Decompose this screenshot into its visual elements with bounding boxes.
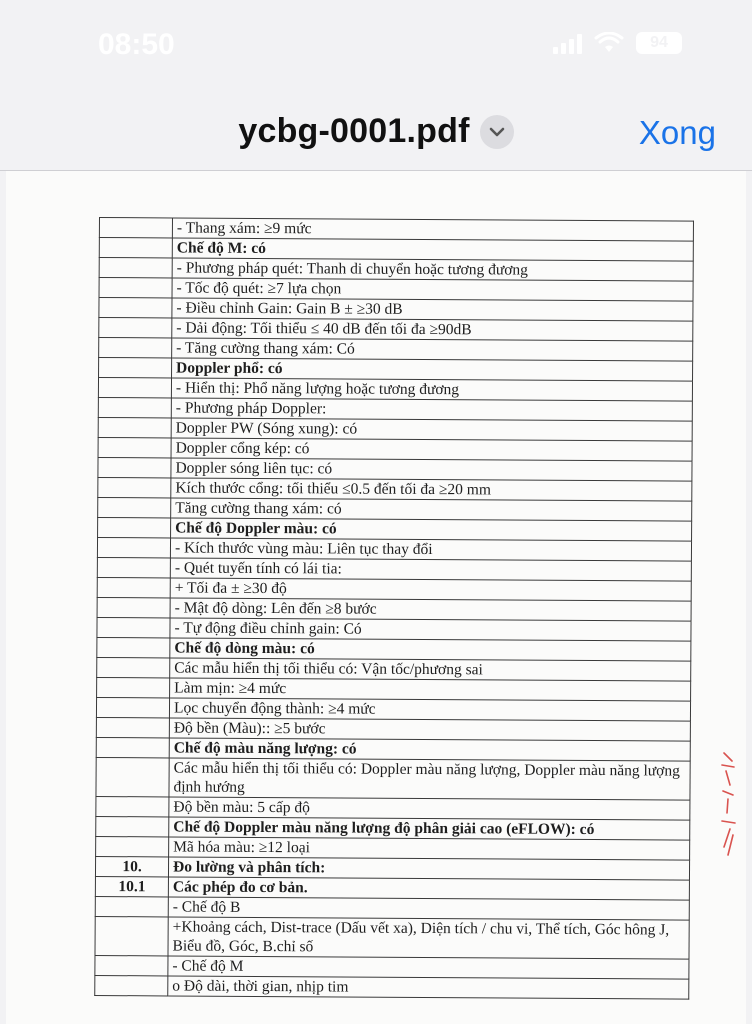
row-text: - Quét tuyến tính có lái tia: — [170, 558, 691, 581]
table-row — [96, 757, 690, 800]
status-bar — [0, 0, 752, 100]
row-number — [99, 238, 172, 258]
row-number — [97, 637, 170, 657]
row-text: Làm mịn: ≥4 mức — [170, 678, 691, 701]
row-number — [98, 378, 171, 398]
row-text: Doppler sóng liên tục: có — [171, 458, 692, 481]
table-row — [95, 975, 689, 999]
row-number — [99, 298, 172, 318]
row-text: - Phương pháp Doppler: — [171, 398, 692, 421]
row-text: - Chế độ M — [168, 956, 689, 979]
row-number — [97, 557, 170, 577]
row-text: Chế độ dòng màu: có — [170, 638, 691, 661]
row-number: 10.1 — [95, 876, 168, 896]
nav-bar — [0, 100, 752, 170]
row-text: Doppler cổng kép: có — [171, 438, 692, 461]
row-text: - Dải động: Tối thiểu ≤ 40 dB đến tối đa ≥90dB — [172, 318, 693, 341]
row-text: +Khoảng cách, Dist-trace (Dấu vết xa), Diện tích / chu vi, Thể tích, Góc hông J, Biểu đồ, Góc, B.chỉ số — [168, 917, 689, 959]
row-text: - Tăng cường thang xám: Có — [172, 338, 693, 361]
row-text: - Hiển thị: Phổ năng lượng hoặc tương đương — [171, 378, 692, 401]
row-number — [99, 358, 172, 378]
row-number — [98, 517, 171, 537]
row-number — [99, 318, 172, 338]
row-text: - Chế độ B — [168, 897, 689, 920]
row-number — [99, 258, 172, 278]
row-number — [95, 975, 168, 995]
status-time: 08:50 — [98, 28, 175, 61]
row-number — [95, 955, 168, 975]
row-text: Độ bền màu: 5 cấp độ — [169, 797, 690, 820]
row-number — [96, 737, 169, 757]
row-number — [96, 757, 169, 796]
row-number — [97, 577, 170, 597]
row-number — [95, 916, 168, 955]
row-text: - Kích thước vùng màu: Liên tục thay đổi — [170, 538, 691, 561]
row-text: o Độ dài, thời gian, nhịp tim — [168, 976, 689, 999]
row-number — [98, 397, 171, 417]
row-number — [96, 697, 169, 717]
row-text: Chế độ Doppler màu: có — [171, 518, 692, 541]
row-text: Doppler phổ: có — [172, 358, 693, 381]
row-text: Doppler PW (Sóng xung): có — [171, 418, 692, 441]
red-stamp-mark — [718, 751, 740, 861]
row-number — [97, 597, 170, 617]
row-text: - Điều chỉnh Gain: Gain B ± ≥30 dB — [172, 298, 693, 321]
row-text: Kích thước cổng: tối thiểu ≤0.5 đến tối đa ≥20 mm — [171, 478, 692, 501]
row-number — [96, 717, 169, 737]
cellular-signal-icon — [553, 32, 582, 54]
chevron-down-icon[interactable] — [480, 115, 514, 149]
row-text: Chế độ Doppler màu năng lượng độ phân giải cao (eFLOW): có — [169, 817, 690, 840]
row-text: Mã hóa màu: ≥12 loại — [169, 837, 690, 860]
row-text: - Tốc độ quét: ≥7 lựa chọn — [172, 278, 693, 301]
row-text: - Phương pháp quét: Thanh di chuyển hoặc tương đương — [172, 258, 693, 281]
row-number — [95, 896, 168, 916]
row-number — [98, 437, 171, 457]
row-text: Các mẫu hiển thị tối thiểu có: Vận tốc/phương sai — [170, 658, 691, 681]
row-text: + Tối đa ± ≥30 độ — [170, 578, 691, 601]
spec-table-body — [95, 218, 694, 1000]
pdf-page[interactable] — [6, 171, 746, 1024]
row-text: - Mật độ dòng: Lên đến ≥8 bước — [170, 598, 691, 621]
row-text: - Tự động điều chỉnh gain: Có — [170, 618, 691, 641]
row-text: Lọc chuyển động thành: ≥4 mức — [169, 698, 690, 721]
row-text: Tăng cường thang xám: có — [171, 498, 692, 521]
row-number — [97, 677, 170, 697]
row-number — [97, 657, 170, 677]
row-number — [99, 218, 172, 238]
row-number — [96, 816, 169, 836]
row-text: Chế độ màu năng lượng: có — [169, 738, 690, 761]
row-number — [97, 617, 170, 637]
row-number — [99, 338, 172, 358]
battery-icon: 94 — [636, 32, 682, 54]
row-number — [99, 278, 172, 298]
row-number — [96, 836, 169, 856]
row-number — [96, 796, 169, 816]
row-number — [98, 457, 171, 477]
spec-table — [94, 217, 694, 1000]
row-text: Chế độ M: có — [172, 238, 693, 261]
row-number — [97, 537, 170, 557]
row-number: 10. — [95, 856, 168, 876]
row-text: Các mẫu hiển thị tối thiểu có: Doppler màu năng lượng, Doppler màu năng lượng định hướng — [169, 758, 690, 800]
row-number — [98, 497, 171, 517]
wifi-icon — [594, 32, 624, 54]
done-button[interactable]: Xong — [638, 114, 716, 151]
status-icons — [553, 32, 682, 54]
row-number — [98, 477, 171, 497]
table-row — [95, 916, 689, 959]
document-title[interactable]: ycbg-0001.pdf — [238, 112, 470, 150]
row-text: Đo lường và phân tích: — [168, 857, 689, 880]
row-text: - Thang xám: ≥9 mức — [172, 218, 693, 241]
row-text: Độ bền (Màu):: ≥5 bước — [169, 718, 690, 741]
row-text: Các phép đo cơ bản. — [168, 877, 689, 900]
row-number — [98, 417, 171, 437]
